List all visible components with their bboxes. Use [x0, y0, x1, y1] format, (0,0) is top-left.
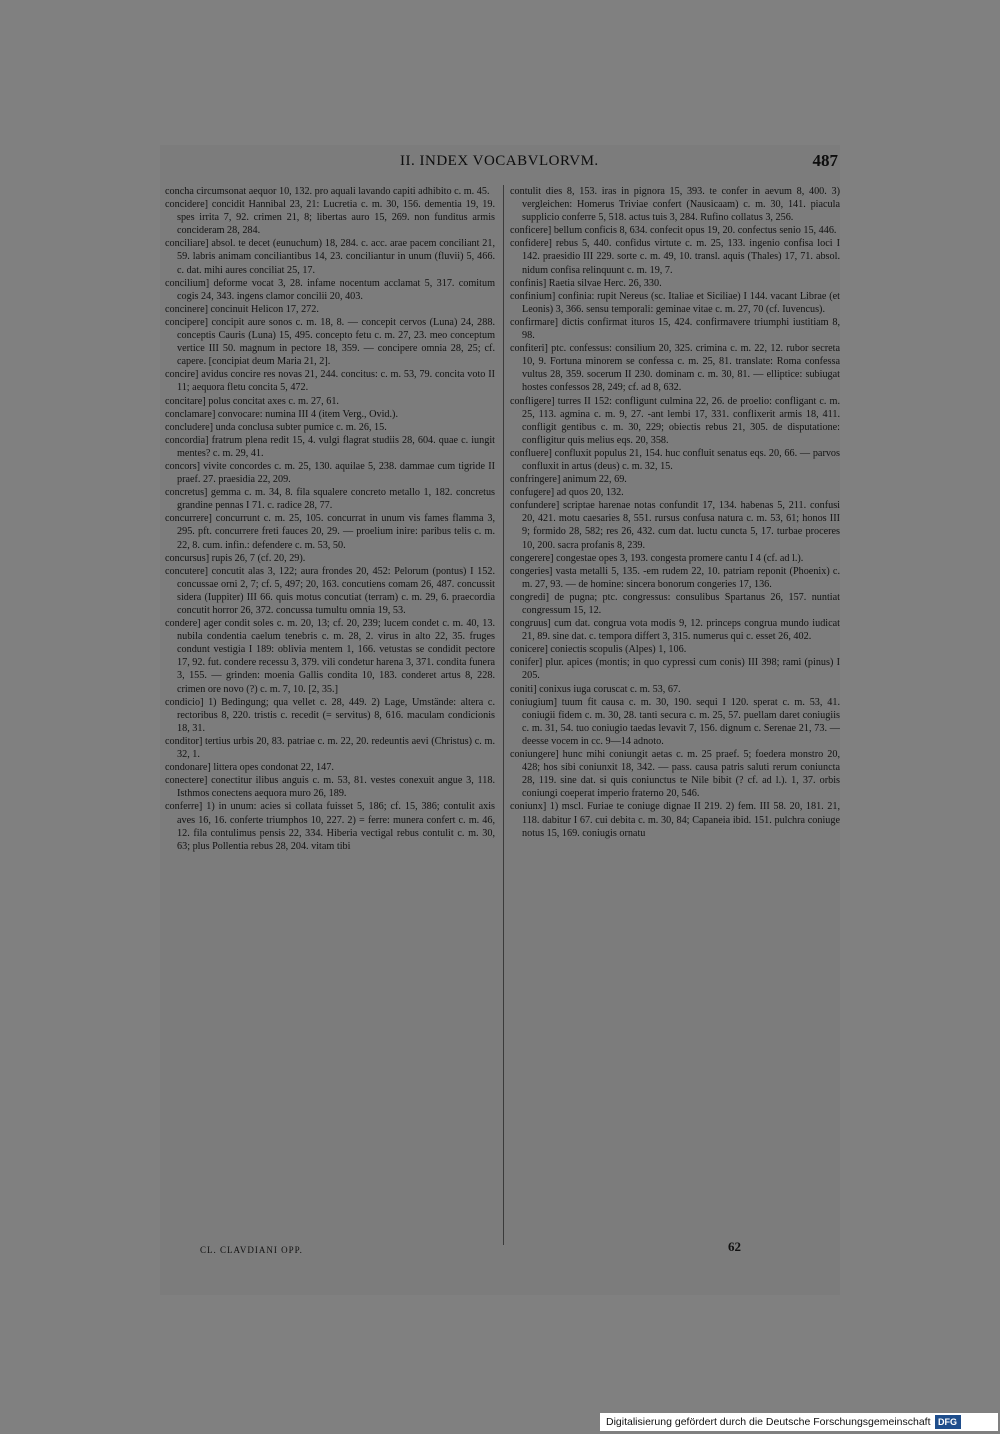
index-entry: confinium] confinia: rupit Nereus (sc. Italiae et Siciliae) I 144. vacant Librae (et Leonis) 3, 366. sensu temporali: geminae vitae c. m. 27, 70 (cf. Iuvencus). [510, 290, 840, 315]
index-entry: concitare] polus concitat axes c. m. 27, 61. [165, 395, 339, 407]
index-entry: confligere] turres II 152: confligunt culmina 22, 26. de proelio: confligant c. m. 25, 113. agmina c. m. 9, 27. -ant lembi 17, 331. conflixerit armis 18, 411. confligit gentibus c. m. 30, 229; obiectis rebus 21, 305. de disputatione: confligitur quis melius eqs. 20, 358. [510, 395, 840, 446]
running-title: II. INDEX VOCABVLORVM. [400, 153, 599, 169]
index-entry: confinis] Raetia silvae Herc. 26, 330. [510, 277, 662, 289]
index-entry: condicio] 1) Bedingung; qua vellet c. 28, 449. 2) Lage, Umstände: altera c. rectoribus 8, 220. tristis c. recedit (= servitus) 8, 616. maculam condicionis 18, 31. [165, 696, 495, 734]
index-entry: confiteri] ptc. confessus: consilium 20, 325. crimina c. m. 22, 12. rubor secreta 10, 9. Fortuna minorem se confessa c. m. 25, 81. translate: Roma confessa vultus 28, 359. socerum II 230. dominam c. m. 30, 81. — elliptice: subiugat hostes confessos 28, 249; cf. ad 8, 632. [510, 343, 840, 394]
index-entry: concors] vivite concordes c. m. 25, 130. aquilae 5, 238. dammae cum tigride II praef. 27. praesidia 22, 209. [165, 460, 495, 486]
index-entry: congeries] vasta metalli 5, 135. -em rudem 22, 10. patriam reponit (Phoenix) c. m. 27, 93. — de homine: sincera bonorum congeries 17, 136. [510, 565, 840, 590]
signature-mark: CL. CLAVDIANI OPP. [200, 1245, 303, 1255]
index-entry: congruus] cum dat. congrua vota modis 9, 12. princeps congrua mundo iudicat 21, 89. sine dat. c. tempora differt 3, 315. numerus qui c. esset 26, 402. [510, 618, 840, 643]
index-entry: conifer] plur. apices (montis; in quo cypressi cum conis) III 398; rami (pinus) I 205. [510, 657, 840, 682]
credit-text: Digitalisierung gefördert durch die Deutsche Forschungsgemeinschaft [606, 1416, 931, 1428]
index-entry: concordia] fratrum plena redit 15, 4. vulgi flagrat studiis 28, 604. quae c. iungit mentes? c. m. 29, 41. [165, 434, 495, 459]
dfg-logo-icon: DFG [935, 1415, 961, 1429]
index-entry: conferre] 1) in unum: acies si collata fuisset 5, 186; cf. 15, 386; contulit axis aves 16, 16. conferte triumphos 10, 227. 2) = ferre: munera confert c. m. 46, 12. fila contulimus pensis 22, 334. Hiberia vectigal rebus contulit c. m. 30, 63; plus Pollentia rebus 28, 204. vitam tibi [165, 801, 495, 852]
index-entry: concurrere] concurrunt c. m. 25, 105. concurrat in unum vis fames flamma 3, 295. pft. concurrere freti fauces 20, 29. — proelium inire: paribus telis c. m. 22, 8. cum. infin.: defendere c. m. 53, 50. [165, 513, 495, 551]
index-entry: concutere] concutit alas 3, 122; aura frondes 20, 452: Pelorum (pontus) I 152. concussae orni 2, 7; cf. 5, 497; 20, 163. concutiens comam 26, 487. concussit sidera (Iuppiter) III 66. quis motus concutiat (terram) c. m. 29, 6. praecordia concutit horror 26, 372. concussa tumultu omnia 19, 53. [165, 565, 495, 616]
right-column [510, 185, 840, 840]
index-entry: coniunx] 1) mscl. Furiae te coniuge dignae II 219. 2) fem. III 58. 20, 181. 21, 118. dabitur I 67. cui debita c. m. 30, 84; Capaneia ibid. 151. pulchra coniuge notus 15, 169. coniugis ornatu [510, 801, 840, 839]
index-entry: concretus] gemma c. m. 34, 8. fila squalere concreto metallo 1, 182. concretus grandine pennas I 71. c. radice 28, 77. [165, 487, 495, 512]
index-entry: concha circumsonat aequor 10, 132. pro aquali lavando capiti adhibito c. m. 45. [165, 186, 490, 197]
index-entry: conciliare] absol. te decet (eunuchum) 18, 284. c. acc. arae pacem conciliant 21, 59. labris animam conciliantibus 14, 23. conciliantur in unum (fluvii) 5, 466. c. dat. mihi aures conciliat 25, 17. [165, 238, 495, 276]
index-entry: confluere] confluxit populus 21, 154. huc confluit senatus eqs. 20, 66. — parvos confluxit in artus (deus) c. m. 32, 15. [510, 447, 840, 472]
running-header [160, 153, 840, 177]
index-entry: condere] ager condit soles c. m. 20, 13; cf. 20, 239; lucem condet c. m. 40, 13. nubila condentia caelum tenebris c. m. 28, 2. virus in alto 22, 35. fruges condunt vestigia I 189: oblivia mentem 1, 166. vetustas se condidit pectore 17, 92. fut. condere recessu 3, 379. vili condetur harena 3, 371. condita funera 3, 155. — grinden: moenia Gallis condita 10, 183. conderet artus 8, 228. crimen ore novo (?) c. m. 7, 10. [2, 35.] [165, 618, 495, 695]
index-entry: coniugium] tuum fit causa c. m. 30, 190. sequi I 120. sperat c. m. 53, 41. coniugii fidem c. m. 30, 28. tanti secura c. m. 25, 57. puellam daret coniugiis c. m. 31, 54. tuo coniugio taedas levavit 7, 156. dignum c. Serenae 21, 73. — deesse vocem in cc. 9—14 adnoto. [510, 696, 840, 747]
index-entry: confringere] animum 22, 69. [510, 474, 627, 486]
index-entry: confirmare] dictis confirmat ituros 15, 424. confirmavere triumphi iustitiam 8, 98. [510, 316, 840, 342]
index-entry: conclamare] convocare: numina III 4 (item Verg., Ovid.). [165, 408, 398, 420]
sheet-number: 62 [728, 1239, 741, 1254]
index-entry: concidere] concidit Hannibal 23, 21: Lucretia c. m. 30, 156. dementia 19, 19. spes irrita 7, 92. crimen 21, 8; libertas auro 15, 269. non funditus armis concideram 28, 284. [165, 199, 495, 237]
index-entry: concursus] rupis 26, 7 (cf. 20, 29). [165, 552, 306, 564]
index-entry: condonare] littera opes condonat 22, 147. [165, 762, 334, 774]
index-entry: confidere] rebus 5, 440. confidus virtute c. m. 25, 133. ingenio confisa loci I 142. praesidio III 229. sorte c. m. 49, 10. transl. aquis (Thales) 17, 71. absol. nidum confisa relinquunt c. m. 19, 7. [510, 238, 840, 276]
index-entry: coniungere] hunc mihi coniungit aetas c. m. 25 praef. 5; foedera monstro 20, 428; hos sibi coniunxit 18, 342. — pass. causa patris saluti rerum coniuncta 28, 119. sine dat. si quis coniunctus te Nile bibit (? cf. ad l.). 1, 37. orbis coniungi coeperat imperio fraterno 20, 546. [510, 749, 840, 800]
index-entry: conditor] tertius urbis 20, 83. patriae c. m. 22, 20. redeuntis aevi (Christus) c. m. 32, 1. [165, 735, 495, 761]
column-divider [503, 185, 504, 1245]
index-entry: confundere] scriptae harenae notas confundit 17, 134. habenas 5, 211. confusi 20, 421. motu caesaries 8, 551. rursus confusa natura c. m. 53, 61; honos III 9; formido 28, 582; res 26, 432. cum dat. luctu cuncta 5, 17. turbae proceres 10, 200. sacra profanis 8, 239. [510, 500, 840, 551]
index-entry: concinere] concinuit Helicon 17, 272. [165, 303, 319, 315]
index-entry: congerere] congestae opes 3, 193. congesta promere cantu I 4 (cf. ad l.). [510, 552, 804, 564]
index-entry: confugere] ad quos 20, 132. [510, 487, 624, 499]
digitization-credit-bar [600, 1413, 998, 1431]
index-entry: concire] avidus concire res novas 21, 244. concitus: c. m. 53, 79. concita voto II 11; aequora fletu concita 5, 472. [165, 369, 495, 394]
index-entry: congredi] de pugna; ptc. congressus: consulibus Spartanus 26, 157. nuntiat congressum 15, 12. [510, 591, 840, 616]
index-entry: concipere] concipit aure sonos c. m. 18, 8. — concepit cervos (Luna) 24, 288. conceptis Cauris (Luna) 15, 495. concepto fetu c. m. 27, 23. meo conceptum vertice III 50. magnum in pectore 18, 359. — concipere omnia 28, 25; cf. capere. [concipiat deum Maria 21, 2]. [165, 316, 495, 368]
index-entry: conectere] conectitur ilibus anguis c. m. 53, 81. vestes conexuit angue 3, 118. Isthmos conectens aequora muro 26, 189. [165, 775, 495, 800]
index-entry: conficere] bellum conficis 8, 634. confecit opus 19, 20. confectus senio 15, 446. [510, 225, 837, 237]
index-entry: conicere] coniectis scopulis (Alpes) 1, 106. [510, 644, 687, 656]
index-entry: concludere] unda conclusa subter pumice c. m. 26, 15. [165, 421, 387, 433]
index-entry: coniti] conixus iuga coruscat c. m. 53, 67. [510, 683, 681, 695]
page-number: 487 [812, 151, 838, 170]
index-entry: contulit dies 8, 153. iras in pignora 15, 393. te confer in aevum 8, 400. 3) vergleichen: Homerus Triviae confert (Nausicaam) c. m. 30, 141. piacula supplicio conferre 5, 518. actus tuis 3, 284. Rufino collatus 3, 256. [510, 186, 840, 224]
scanned-page [160, 145, 840, 1295]
index-entry: concilium] deforme vocat 3, 28. infame nocentum acclamat 5, 317. comitum cogis 24, 343. ingens clamor concilii 20, 403. [165, 277, 495, 302]
left-column [165, 185, 495, 853]
